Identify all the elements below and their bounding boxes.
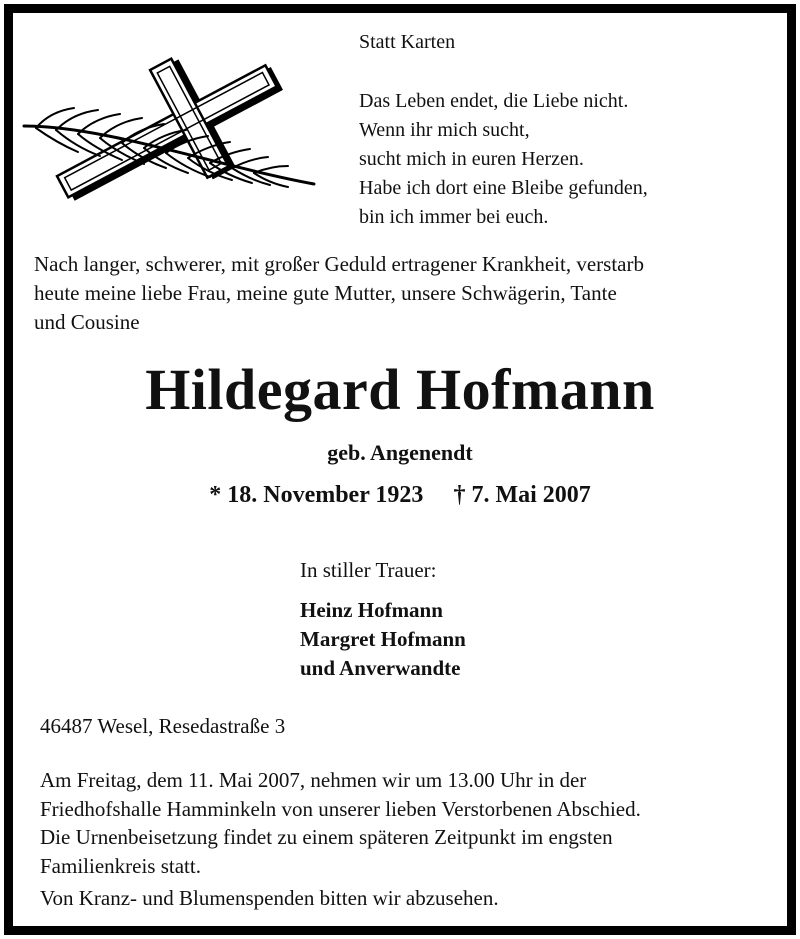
mourner-name: und Anverwandte [300, 656, 461, 680]
address: 46487 Wesel, Resedastraße 3 [40, 714, 286, 738]
poem-line: Habe ich dort eine Bleibe gefunden, [359, 177, 648, 199]
funeral-line: Friedhofshalle Hamminkeln von unserer lieben Verstorbenen Abschied. [40, 796, 641, 821]
flowers-note: Von Kranz- und Blumenspenden bitten wir abzusehen. [40, 886, 499, 910]
poem-line: Das Leben endet, die Liebe nicht. [359, 90, 629, 112]
birth-name: geb. Angenendt [327, 440, 473, 465]
intro-text [34, 250, 644, 337]
deceased-name: Hildegard Hofmann [145, 357, 655, 422]
intro-line: und Cousine [34, 310, 140, 334]
cross-with-palm-branch-icon [16, 56, 322, 206]
funeral-info [40, 766, 641, 880]
death-date: † 7. Mai 2007 [453, 482, 591, 508]
intro-line: heute meine liebe Frau, meine gute Mutter, unsere Schwägerin, Tante [34, 281, 617, 305]
life-dates [0, 482, 800, 509]
funeral-line: Familienkreis statt. [40, 853, 201, 878]
funeral-line: Die Urnenbeisetzung findet zu einem späteren Zeitpunkt im engsten [40, 825, 613, 849]
mourning-label: In stiller Trauer: [300, 558, 437, 582]
poem-line: sucht mich in euren Herzen. [359, 148, 584, 170]
mourner-name: Heinz Hofmann [300, 598, 443, 622]
header-statt-karten: Statt Karten [359, 31, 456, 53]
intro-line: Nach langer, schwerer, mit großer Geduld ertragener Krankheit, verstarb [34, 252, 644, 276]
mourner-name: Margret Hofmann [300, 627, 466, 651]
funeral-line: Am Freitag, dem 11. Mai 2007, nehmen wir um 13.00 Uhr in der [40, 768, 587, 792]
poem-line: Wenn ihr mich sucht, [359, 119, 530, 141]
mourners-list [300, 596, 466, 683]
birth-date: * 18. November 1923 [209, 482, 424, 508]
poem-block [359, 28, 648, 232]
poem-line: bin ich immer bei euch. [359, 206, 549, 228]
